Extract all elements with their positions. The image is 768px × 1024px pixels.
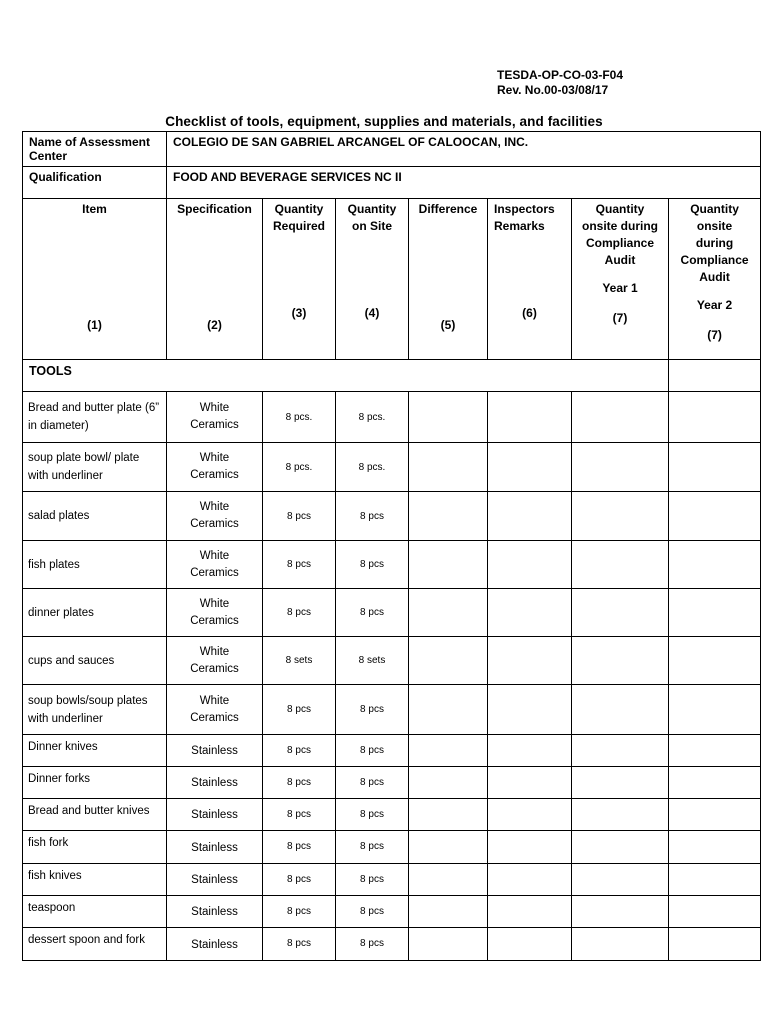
item-name: fish fork <box>28 837 69 849</box>
specification-text-line-2: Ceramics <box>190 662 239 675</box>
table-row <box>23 864 761 896</box>
item-cell <box>23 492 167 541</box>
col-audit-year2-label-1: Quantity <box>690 202 739 216</box>
col-audit-year1-label-1: Quantity <box>595 202 645 216</box>
document-reference <box>497 68 623 98</box>
quantity-on-site-cell: 8 pcs <box>336 831 409 864</box>
item-cell <box>23 799 167 831</box>
table-row <box>23 637 761 685</box>
specification-cell <box>167 831 263 864</box>
table-row <box>23 589 761 637</box>
quantity-on-site-cell: 8 pcs <box>336 928 409 961</box>
specification-text: Stainless <box>191 938 238 951</box>
audit-year1-cell <box>572 831 669 864</box>
col-audit-year1-label-3: Compliance <box>585 236 654 250</box>
table-row <box>23 767 761 799</box>
audit-year1-cell <box>572 637 669 685</box>
specification-text: Stainless <box>191 906 238 918</box>
audit-year1-cell <box>572 767 669 799</box>
col-remarks-label-2: Remarks <box>494 219 545 233</box>
difference-cell <box>409 685 488 735</box>
quantity-on-site-cell: 8 pcs <box>336 589 409 637</box>
inspector-remarks-cell <box>488 799 572 831</box>
item-name: dinner plates <box>28 606 94 619</box>
qualification-row <box>23 167 761 199</box>
audit-year1-cell <box>572 685 669 735</box>
item-name: Dinner forks <box>28 773 90 785</box>
inspector-remarks-cell <box>488 637 572 685</box>
col-audit-year2-year: Year 2 <box>696 298 733 312</box>
difference-cell <box>409 896 488 928</box>
quantity-on-site-cell: 8 pcs <box>336 541 409 589</box>
col-spec-label: Specification <box>177 202 252 216</box>
specification-text: White <box>199 645 230 658</box>
inspector-remarks-cell <box>488 541 572 589</box>
inspector-remarks-cell <box>488 492 572 541</box>
page-title: Checklist of tools, equipment, supplies and materials, and facilities <box>165 114 603 129</box>
difference-cell <box>409 928 488 961</box>
audit-year1-cell <box>572 589 669 637</box>
col-audit-year1-number: (7) <box>612 311 628 325</box>
col-audit-year1-label-2: onsite during <box>582 219 658 233</box>
quantity-required-cell: 8 pcs <box>263 896 336 928</box>
revision-number: Rev. No.00-03/08/17 <box>497 83 609 97</box>
col-remarks-header <box>488 199 572 360</box>
quantity-on-site-cell: 8 pcs <box>336 864 409 896</box>
quantity-required-cell: 8 pcs <box>263 864 336 896</box>
quantity-required-cell: 8 pcs <box>263 799 336 831</box>
quantity-on-site-cell: 8 pcs <box>336 685 409 735</box>
specification-cell <box>167 443 263 492</box>
specification-text-line-2: Ceramics <box>190 614 239 627</box>
col-qty-required-header <box>263 199 336 360</box>
specification-cell <box>167 637 263 685</box>
specification-cell <box>167 735 263 767</box>
item-cell <box>23 637 167 685</box>
audit-year1-cell <box>572 896 669 928</box>
item-cell <box>23 864 167 896</box>
quantity-on-site-cell: 8 pcs. <box>336 392 409 443</box>
difference-cell <box>409 767 488 799</box>
specification-cell <box>167 589 263 637</box>
specification-cell <box>167 767 263 799</box>
col-audit-year1-label-4: Audit <box>604 253 636 267</box>
quantity-on-site-cell: 8 pcs <box>336 767 409 799</box>
document-code: TESDA-OP-CO-03-F04 <box>497 68 624 82</box>
item-name-line-2: in diameter) <box>28 420 89 432</box>
col-audit-year1-year: Year 1 <box>602 281 638 295</box>
item-cell <box>23 928 167 961</box>
audit-year1-cell <box>572 735 669 767</box>
specification-text: Stainless <box>191 809 238 821</box>
specification-text: White <box>199 501 230 513</box>
col-difference-label: Difference <box>418 202 478 216</box>
audit-year2-cell <box>669 767 761 799</box>
inspector-remarks-cell <box>488 685 572 735</box>
audit-year1-cell <box>572 392 669 443</box>
specification-text: White <box>199 549 230 562</box>
item-cell <box>23 685 167 735</box>
table-row <box>23 896 761 928</box>
col-spec-header <box>167 199 263 360</box>
audit-year2-cell <box>669 896 761 928</box>
specification-text: Stainless <box>191 745 238 757</box>
audit-year2-cell <box>669 928 761 961</box>
table-row <box>23 392 761 443</box>
specification-cell <box>167 492 263 541</box>
item-cell <box>23 735 167 767</box>
col-qty-required-label-1: Quantity <box>274 202 324 216</box>
quantity-on-site-cell: 8 pcs. <box>336 443 409 492</box>
specification-text-line-2: Ceramics <box>190 566 239 579</box>
audit-year2-cell <box>669 799 761 831</box>
item-name: teaspoon <box>28 902 76 914</box>
difference-cell <box>409 799 488 831</box>
col-qty-site-label-2: on Site <box>351 219 392 233</box>
difference-cell <box>409 443 488 492</box>
quantity-required-cell: 8 pcs <box>263 541 336 589</box>
audit-year1-cell <box>572 541 669 589</box>
col-item-number: (1) <box>87 318 102 332</box>
specification-text: White <box>199 694 230 707</box>
specification-cell <box>167 392 263 443</box>
audit-year2-cell <box>669 589 761 637</box>
item-name: soup plate bowl/ plate <box>28 452 140 464</box>
specification-text-line-2: Ceramics <box>190 711 239 724</box>
quantity-required-cell: 8 pcs <box>263 735 336 767</box>
audit-year1-cell <box>572 864 669 896</box>
qualification-label: Qualification <box>23 167 167 199</box>
table-row <box>23 799 761 831</box>
specification-cell <box>167 685 263 735</box>
item-name-line-2: with underliner <box>28 470 103 482</box>
audit-year2-cell <box>669 637 761 685</box>
item-name: Bread and butter plate (6” <box>28 402 160 414</box>
item-cell <box>23 831 167 864</box>
quantity-required-cell: 8 pcs <box>263 589 336 637</box>
table-row <box>23 685 761 735</box>
col-audit-year2-number: (7) <box>707 328 722 342</box>
specification-cell <box>167 799 263 831</box>
inspector-remarks-cell <box>488 589 572 637</box>
audit-year1-cell <box>572 443 669 492</box>
item-name: cups and sauces <box>28 654 115 667</box>
specification-text: Stainless <box>191 874 238 886</box>
inspector-remarks-cell <box>488 767 572 799</box>
inspector-remarks-cell <box>488 735 572 767</box>
audit-year1-cell <box>572 799 669 831</box>
assessment-center-value: COLEGIO DE SAN GABRIEL ARCANGEL OF CALOOCAN, INC. <box>167 132 761 167</box>
specification-text-line-2: Ceramics <box>190 469 239 481</box>
item-name: soup bowls/soup plates <box>28 694 148 707</box>
quantity-on-site-cell: 8 pcs <box>336 735 409 767</box>
section-tools-label: TOOLS <box>23 360 669 392</box>
audit-year1-cell <box>572 928 669 961</box>
quantity-on-site-cell: 8 pcs <box>336 896 409 928</box>
inspector-remarks-cell <box>488 864 572 896</box>
table-row <box>23 735 761 767</box>
difference-cell <box>409 541 488 589</box>
table-row <box>23 443 761 492</box>
quantity-required-cell: 8 pcs <box>263 928 336 961</box>
specification-cell <box>167 541 263 589</box>
col-qty-site-label-1: Quantity <box>347 202 397 216</box>
difference-cell <box>409 392 488 443</box>
col-item-header <box>23 199 167 360</box>
col-qty-site-header <box>336 199 409 360</box>
col-audit-year1-header <box>572 199 669 360</box>
col-difference-number: (5) <box>440 318 456 332</box>
specification-cell <box>167 896 263 928</box>
audit-year2-cell <box>669 864 761 896</box>
inspector-remarks-cell <box>488 928 572 961</box>
difference-cell <box>409 864 488 896</box>
col-audit-year2-label-5: Audit <box>699 270 730 284</box>
table-row <box>23 492 761 541</box>
specification-text: Stainless <box>191 777 238 789</box>
table-row <box>23 928 761 961</box>
section-tools-blank <box>669 360 761 392</box>
inspector-remarks-cell <box>488 443 572 492</box>
col-remarks-label-1: Inspectors <box>494 202 555 216</box>
col-qty-required-number: (3) <box>291 306 307 320</box>
specification-text-line-2: Ceramics <box>190 518 239 530</box>
col-qty-required-label-2: Required <box>272 219 325 233</box>
col-spec-number: (2) <box>207 318 222 332</box>
item-cell <box>23 589 167 637</box>
qualification-value: FOOD AND BEVERAGE SERVICES NC II <box>167 167 761 199</box>
quantity-required-cell: 8 pcs <box>263 831 336 864</box>
section-tools-row <box>23 360 761 392</box>
col-difference-header <box>409 199 488 360</box>
assessment-center-row <box>23 132 761 167</box>
difference-cell <box>409 735 488 767</box>
difference-cell <box>409 831 488 864</box>
audit-year2-cell <box>669 492 761 541</box>
col-audit-year2-header <box>669 199 761 360</box>
table-row <box>23 541 761 589</box>
item-cell <box>23 443 167 492</box>
quantity-on-site-cell: 8 sets <box>336 637 409 685</box>
audit-year2-cell <box>669 443 761 492</box>
column-header-row <box>23 199 761 360</box>
col-audit-year2-label-3: during <box>695 236 734 250</box>
item-cell <box>23 541 167 589</box>
item-name-line-2: with underliner <box>28 712 103 725</box>
col-qty-site-number: (4) <box>364 306 380 320</box>
difference-cell <box>409 589 488 637</box>
specification-text: White <box>199 597 230 610</box>
quantity-required-cell: 8 sets <box>263 637 336 685</box>
inspector-remarks-cell <box>488 896 572 928</box>
audit-year1-cell <box>572 492 669 541</box>
specification-text: White <box>199 402 230 414</box>
specification-text: White <box>199 452 230 464</box>
item-name: salad plates <box>28 510 90 522</box>
col-audit-year2-label-2: onsite <box>696 219 733 233</box>
quantity-required-cell: 8 pcs. <box>263 443 336 492</box>
item-name: dessert spoon and fork <box>28 934 145 946</box>
quantity-required-cell: 8 pcs <box>263 767 336 799</box>
col-audit-year2-label-4: Compliance <box>680 253 749 267</box>
quantity-on-site-cell: 8 pcs <box>336 492 409 541</box>
checklist-table <box>22 131 761 961</box>
inspector-remarks-cell <box>488 831 572 864</box>
item-cell <box>23 392 167 443</box>
quantity-on-site-cell: 8 pcs <box>336 799 409 831</box>
specification-text-line-2: Ceramics <box>190 419 239 431</box>
item-name: fish knives <box>28 870 82 882</box>
item-cell <box>23 767 167 799</box>
quantity-required-cell: 8 pcs <box>263 492 336 541</box>
audit-year2-cell <box>669 831 761 864</box>
item-name: Dinner knives <box>28 741 98 753</box>
item-name: Bread and butter knives <box>28 805 150 817</box>
audit-year2-cell <box>669 392 761 443</box>
difference-cell <box>409 637 488 685</box>
col-item-label: Item <box>82 202 107 216</box>
difference-cell <box>409 492 488 541</box>
item-name: fish plates <box>28 558 80 571</box>
specification-cell <box>167 928 263 961</box>
specification-cell <box>167 864 263 896</box>
inspector-remarks-cell <box>488 392 572 443</box>
quantity-required-cell: 8 pcs <box>263 685 336 735</box>
specification-text: Stainless <box>191 841 238 854</box>
col-remarks-number: (6) <box>522 306 537 320</box>
audit-year2-cell <box>669 735 761 767</box>
audit-year2-cell <box>669 685 761 735</box>
assessment-center-label: Name of Assessment Center <box>23 132 167 167</box>
item-cell <box>23 896 167 928</box>
audit-year2-cell <box>669 541 761 589</box>
quantity-required-cell: 8 pcs. <box>263 392 336 443</box>
table-row <box>23 831 761 864</box>
